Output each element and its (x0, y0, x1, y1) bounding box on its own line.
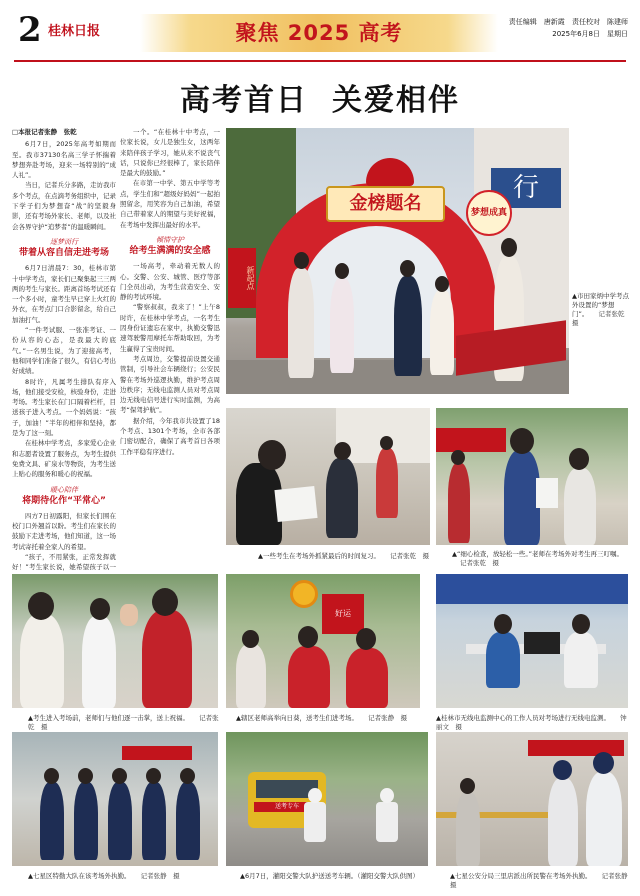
article-column-1 (12, 127, 116, 572)
paper-sheet (536, 478, 558, 508)
caption-text: ▲七星区特勤大队在该考场外执勤。 (28, 872, 131, 880)
caption-5 (236, 714, 422, 723)
photo-high-five (12, 574, 218, 708)
subheading-3 (120, 235, 220, 258)
paragraph: 四方7日初露阳，但家长们围在校门口外翘首以盼。考生们在家长的鼓励下走进考场，他们知道，这一场考试寄托着全家人的希望。 (12, 511, 116, 551)
section-title: 聚焦 2025 高考 (235, 21, 403, 45)
person-figure (564, 468, 596, 545)
subheading-1 (12, 237, 116, 260)
laptop (524, 632, 560, 654)
person-head (334, 442, 351, 460)
sunflower (290, 580, 318, 608)
paragraph: “孩子，不用紧张，正常发挥就好！”考生家长说，她希望孩子以一 (12, 552, 116, 572)
person-head (78, 768, 93, 784)
newspaper-name: 桂林日报 (48, 24, 101, 39)
caption-4 (28, 714, 220, 732)
person-head (460, 778, 475, 794)
person-figure (288, 646, 330, 708)
caption-6 (436, 714, 630, 732)
editor-credit: 责任编辑 唐新霞 (508, 18, 565, 26)
police-motorcycle (376, 802, 398, 842)
paragraph: 6月7日清晨7：30，桂林市第十中学考点，家长们已聚集起三三两两的考生与家长。距离首场考试还有一个多小时，童考生早已穿上火红的外衣，在考点门口合影留念，给自己加油打气。 (12, 264, 116, 324)
caption-credit: 记者张静 摄 (368, 714, 408, 722)
dream-sign: 梦想成真 (466, 190, 512, 236)
person-head (335, 263, 349, 279)
page-header (0, 0, 640, 58)
person-head (494, 614, 512, 634)
person-figure (486, 632, 520, 688)
person-head (258, 440, 286, 470)
person-figure (346, 648, 388, 708)
barrier (436, 812, 556, 818)
caption-credit: 记者张乾 摄 (572, 310, 631, 327)
issue-date: 2025年6月8日 星期日 (552, 30, 628, 38)
helmet (380, 788, 394, 803)
paragraph: 在桂林中学考点，多家爱心企业和志愿者设置了服务点，为考生提供免费文具、矿泉水等物资，为考生送上贴心的服务和暖心的祝福。 (12, 439, 116, 479)
store-sign: 行 (491, 168, 561, 208)
photo-teacher-reminding (436, 408, 628, 545)
caption-credit: 记者张静 摄 (140, 872, 180, 880)
caption-3 (452, 550, 630, 568)
police-motorcycle (304, 802, 326, 842)
photo-students-reviewing (226, 408, 430, 545)
person-head (152, 588, 178, 616)
person-figure (142, 610, 192, 708)
arch-banner: 金榜题名 (326, 186, 445, 222)
page-number: 2 (18, 10, 42, 50)
byline: □本报记者张静 张乾 (12, 128, 77, 136)
person-head (380, 436, 393, 450)
paragraph: 一个。“在桂林十中考点，一位家长说，女儿是独生女，这两年来陪伴孩子学习，她从来不说丧气话，只说你已经很棒了，家长陪伴是最大的鼓励。” (120, 128, 220, 178)
person-head (242, 630, 259, 648)
person-figure (74, 782, 98, 860)
caption-credit: 记者张乾 摄 (28, 714, 219, 731)
caption-credit: 记者张静 摄 (450, 872, 635, 889)
caption-1 (572, 292, 630, 328)
paragraph: 8时许，凡属考生排队有序入场，他们接受安检，核验身份，走进考场。考生家长在门口隔着栏杆，目送孩子进入考点。一个妈妈说：“孩子，加油！”半年的相伴和坚持，都是为了这一刻。 (12, 377, 116, 438)
person-figure (176, 782, 200, 860)
photo-police-on-duty (436, 732, 628, 866)
blue-canopy (436, 574, 628, 604)
person-figure (504, 450, 540, 545)
paragraph: “警察叔叔，我来了！”上午8时许，在桂林中学考点，一名考生因身份证遗忘在家中，执勤交警迅速驾驶警用摩托车帮助取回，为考生赢得了宝贵时间。 (120, 303, 220, 353)
person-head (356, 628, 376, 650)
photo-bus-escort (226, 732, 428, 866)
main-headline (0, 75, 640, 119)
paragraph: 当日，记者兵分多路，走访我市多个考点，在点滴考务组织中，记录下学子们为梦想奋“战”的坚毅身影，还有考场外家长、老师，以及社会各界守护“追梦者”的温暖瞬间。 (12, 181, 116, 231)
person-figure (236, 644, 266, 708)
person-figure (20, 614, 64, 708)
headline-part-2: 关爱相伴 (332, 83, 460, 118)
person-head (90, 598, 110, 620)
police-cap (593, 752, 614, 774)
caption-credit: 记者张乾 摄 (390, 552, 430, 560)
person-head (400, 260, 415, 277)
caption-text: ▲6月7日，灌阳交警大队护送送考车辆。（灌阳交警大队供图） (240, 872, 420, 880)
person-head (294, 252, 309, 269)
paragraph: 6月7日，2025年高考如期而至。我市37130名高三学子怀揣着梦想奔赴考场，迎来一场特别的“成人礼”。 (12, 140, 116, 180)
caption-credit: 钟丽文 摄 (436, 714, 627, 731)
person-figure (564, 632, 598, 688)
headline-part-1: 高考首日 (180, 83, 308, 118)
person-figure (108, 782, 132, 860)
raised-hand (120, 604, 138, 626)
paragraph: 考点周边，交警提前设置交通管制，引导社会车辆绕行；公安民警在考场外巡逻执勤，维护考点周边秩序；无线电监测人员对考点周边无线电信号进行实时监测，为高考“保驾护航”。 (120, 354, 220, 415)
caption-2 (258, 552, 430, 561)
proofreader-credit: 责任校对 陈建师 (572, 18, 628, 26)
person-figure (376, 448, 398, 518)
photo-special-police (12, 732, 218, 866)
person-figure (430, 290, 454, 375)
person-head (572, 614, 590, 634)
paragraph: 一场高考，牵动着无数人的心。交警、公安、城管、医疗等部门全员出动，为考生营造安全、安静的考试环境。 (120, 262, 220, 302)
person-figure (548, 778, 578, 866)
police-cap (553, 760, 572, 780)
caption-text: ▲桂林市无线电监测中心的工作人员对考场进行无线电监测。 (436, 714, 610, 722)
person-figure (456, 792, 480, 866)
person-head (180, 768, 195, 784)
red-banner (436, 428, 506, 452)
gate-sign: 新起点 (228, 248, 256, 308)
person-figure (586, 772, 622, 866)
caption-8 (240, 872, 430, 881)
person-head (112, 768, 127, 784)
photo-radio-monitoring (436, 574, 628, 708)
person-figure (40, 782, 64, 860)
subheading-2 (12, 485, 116, 508)
subheading-title: 将期待化作“平常心” (22, 495, 106, 506)
header-credits (504, 16, 628, 40)
caption-text: ▲七星公安分局三里店派出所民警在考场外执勤。 (450, 872, 592, 880)
hat-ornament (366, 158, 414, 186)
police-banner (122, 746, 192, 760)
caption-credit: 记者张乾 摄 (460, 559, 499, 567)
caption-7 (28, 872, 220, 881)
person-figure (142, 782, 166, 860)
subheading-title: 带着从容自信走进考场 (18, 248, 109, 259)
person-head (435, 276, 449, 292)
person-figure (326, 458, 358, 538)
photo-sunflower-send-off (226, 574, 420, 708)
sunflower-sign: 好运 (322, 594, 364, 634)
helmet (308, 788, 322, 803)
person-head (501, 238, 517, 257)
person-figure (394, 276, 422, 376)
person-head (569, 448, 589, 470)
subheading-deco: 暖心陪伴 (50, 485, 78, 494)
person-head (146, 768, 161, 784)
person-figure (82, 616, 116, 708)
paper-sheet (274, 486, 317, 522)
caption-text: ▲“细心检查，放轻松一些。”老师在考场外对考生再三叮嘱。 (452, 550, 623, 558)
bus-sign: 送考专车 (254, 802, 320, 812)
photo-dream-arch (226, 128, 569, 394)
paragraph: 据介绍，今年我市共设置了18个考点、1301个考场，全市各部门密切配合，确保了高考首日各项工作平稳有序进行。 (120, 416, 220, 456)
person-head (510, 428, 534, 454)
person-head (44, 768, 59, 784)
header-rule (14, 60, 626, 62)
person-head (28, 592, 54, 620)
person-head (298, 626, 318, 648)
caption-text: ▲一些考生在考场外抓紧最后的时间复习。 (258, 552, 380, 560)
caption-text: ▲市田家炳中学考点外设置的“梦想门”。 (572, 292, 629, 318)
paragraph: 在市第一中学、第五中学等考点，学生们和“超级好妈妈”一起拍照留念，用笑容为自己加油，希望自己带着家人的期望与美好祝福，在考场中发挥出最好的水平。 (120, 179, 220, 229)
subheading-deco: 逐梦而行 (50, 237, 78, 246)
person-head (451, 450, 465, 465)
caption-text: ▲考生进入考场前，老师们与他们逐一击掌，送上祝福。 (28, 714, 189, 722)
person-figure (288, 268, 314, 378)
subheading-title: 给考生满满的安全感 (129, 246, 211, 257)
person-figure (330, 278, 354, 373)
article-column-2 (120, 127, 220, 456)
caption-9 (450, 872, 635, 890)
person-figure (448, 463, 470, 543)
subheading-deco: 倾情守护 (156, 235, 184, 244)
caption-text: ▲辖区老师高举向日葵，送考生们进考场。 (236, 714, 358, 722)
paragraph: “一件考试服、一张准考证、一份从容的心态，是我最大的底气。”一名男生说，为了迎接高考，他和同学们准备了很久，有信心考出好成绩。 (12, 326, 116, 376)
